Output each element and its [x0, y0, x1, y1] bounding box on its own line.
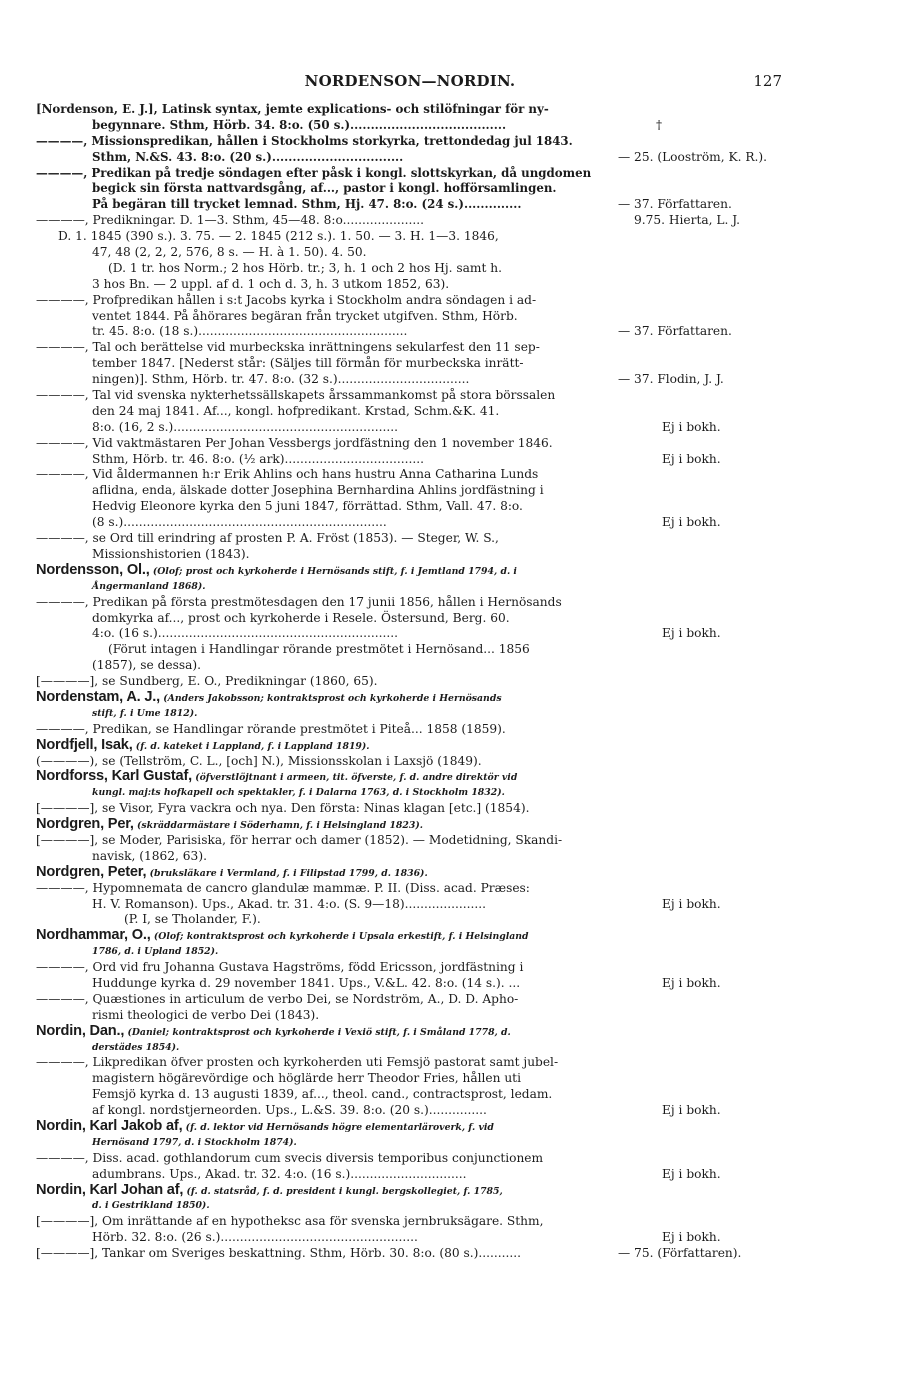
entry-text: 3 hos Bn. — 2 uppl. af d. 1 och d. 3, h. 3 utkom 1852, 63). [92, 276, 450, 291]
entry-heading-line [36, 690, 784, 706]
entry-line [36, 658, 784, 674]
entry-text: Huddunge kyrka d. 29 november 1841. Ups., V.&L. 42. 8:o. (14 s.). ... [92, 975, 521, 990]
entry-text: ————, Predikningar. D. 1—3. Sthm, 45—48. 8:o..................... [36, 213, 424, 228]
entry-line [36, 483, 784, 499]
entry-line [36, 261, 784, 277]
author-name: Nordin, Karl Jakob af, [36, 1118, 183, 1134]
entry-heading-line [36, 769, 784, 785]
entry-line [36, 324, 784, 340]
entry-line [36, 1214, 784, 1230]
entry-text: 4:o. (16 s.).............................................................. [92, 626, 398, 641]
entry-text: ningen)]. Sthm, Hörb. tr. 47. 8:o. (32 s.).................................. [92, 372, 470, 387]
entry-text: Hedvig Eleonore kyrka den 5 juni 1847, förrättad. Sthm, Vall. 47. 8:o. [92, 499, 523, 514]
catalogue-entries [36, 102, 784, 1262]
price-publisher: Ej i bokh. [662, 451, 721, 466]
price-publisher: — 75. (Författaren). [618, 1246, 742, 1261]
price-publisher: Ej i bokh. [662, 1166, 721, 1181]
price-publisher: Ej i bokh. [662, 975, 721, 990]
author-name: Nordenstam, A. J., [36, 688, 160, 705]
page-header [36, 72, 784, 94]
entry-line [36, 881, 784, 897]
entry-text: Missionshistorien (1843). [92, 546, 250, 561]
entry-text: Sthm, N.&S. 43. 8:o. (20 s.)................................ [92, 149, 404, 164]
entry-text: ————, Quæstiones in articulum de verbo Dei, se Nordström, A., D. D. Apho- [36, 991, 519, 1006]
entry-line [36, 404, 784, 420]
entry-text: ————, Profpredikan hållen i s:t Jacobs kyrka i Stockholm andra söndagen i ad- [36, 292, 537, 307]
entry-line [36, 944, 784, 960]
entry-heading-line [36, 1119, 784, 1135]
author-biography: (Olof; prost och kyrkoherde i Hernösands stift, f. i Jemtland 1794, d. i [149, 565, 517, 577]
author-biography: (f. d. statsråd, f. d. president i kungl. bergskollegiet, f. 1785, [183, 1185, 503, 1197]
author-heading [36, 928, 529, 945]
entry-text: ————, Hypomnemata de cancro glandulæ mammæ. P. II. (Diss. acad. Præses: [36, 880, 530, 895]
entry-line [36, 372, 784, 388]
entry-line [36, 420, 784, 436]
entry-text: ————, Vid vaktmästaren Per Johan Vessbergs jordfästning den 1 november 1846. [36, 435, 553, 450]
entry-text: [————], Tankar om Sveriges beskattning. Sthm, Hörb. 30. 8:o. (80 s.)........... [36, 1246, 521, 1261]
entry-line [36, 515, 784, 531]
entry-text: ————, Diss. acad. gothlandorum cum svecis diversis temporibus conjunctionem [36, 1150, 544, 1165]
entry-line [36, 277, 784, 293]
entry-text: H. V. Romanson). Ups., Akad. tr. 31. 4:o. (S. 9—18)..................... [92, 896, 486, 911]
page-number: 127 [753, 72, 782, 90]
price-publisher: — 37. Författaren. [618, 197, 732, 212]
entry-line [36, 1198, 784, 1214]
entry-line [36, 642, 784, 658]
entry-line [36, 309, 784, 325]
author-biography: (Olof; kontraktsprost och kyrkoherde i Upsala erkestift, f. i Helsingland [150, 931, 529, 943]
author-name: Nordgren, Per, [36, 816, 134, 833]
entry-line [36, 229, 784, 245]
entry-text: ————, Ord vid fru Johanna Gustava Hagströms, född Ericsson, jordfästning i [36, 960, 524, 975]
author-name: Nordensson, Ol., [36, 561, 150, 578]
entry-line [36, 706, 784, 722]
entry-line [36, 181, 784, 197]
entry-line [36, 626, 784, 642]
entry-line [36, 166, 784, 182]
author-name: Nordhammar, O., [36, 927, 151, 944]
entry-line [36, 134, 784, 150]
price-publisher: † [656, 117, 663, 132]
author-name: Nordgren, Peter, [36, 863, 147, 880]
entry-text: af kongl. nordstjerneorden. Ups., L.&S. 39. 8:o. (20 s.)............... [92, 1103, 487, 1118]
entry-text: rismi theologici de verbo Dei (1843). [92, 1007, 320, 1022]
entry-line [36, 579, 784, 595]
entry-line [36, 388, 784, 404]
price-publisher: Ej i bokh. [662, 896, 721, 911]
entry-text: Hernösand 1797, d. i Stockholm 1874). [92, 1136, 297, 1148]
entry-text: (Förut intagen i Handlingar rörande prestmötet i Hernösand... 1856 [108, 642, 530, 657]
entry-line [36, 595, 784, 611]
author-name: Nordin, Dan., [36, 1022, 125, 1039]
entry-text: 8:o. (16, 2 s.).......................................................... [92, 419, 398, 434]
author-heading [36, 1183, 503, 1200]
entry-line [36, 293, 784, 309]
entry-line [36, 1246, 784, 1262]
entry-text: (8 s.).................................................................... [92, 515, 387, 530]
entry-line [36, 1135, 784, 1151]
entry-text: (P. I, se Tholander, F.). [124, 912, 261, 927]
entry-text: derstädes 1854). [92, 1041, 180, 1053]
entry-line [36, 1055, 784, 1071]
entry-line [36, 118, 784, 134]
entry-text: ————, Tal och berättelse vid murbeckska inrättningens sekularfest den 11 sep- [36, 340, 540, 355]
entry-line [36, 1230, 784, 1246]
entry-text: magistern högärevördige och höglärde herr Theodor Fries, hållen uti [92, 1071, 521, 1086]
author-heading [36, 769, 517, 786]
entry-line [36, 1103, 784, 1119]
entry-text: [————], se Visor, Fyra vackra och nya. Den första: Ninas klagan [etc.] (1854). [36, 801, 530, 816]
author-biography: (bruksläkare i Vermland, f. i Filipstad 1799, d. 1836). [146, 867, 428, 879]
entry-text: ————, Predikan på tredje söndagen efter påsk i kongl. slottskyrkan, då ungdomen [36, 165, 592, 180]
entry-text: ————, Vid åldermannen h:r Erik Ahlins och hans hustru Anna Catharina Lunds [36, 467, 539, 482]
author-heading [36, 690, 502, 707]
author-name: Nordfjell, Isak, [36, 736, 133, 753]
author-name: Nordforss, Karl Gustaf, [36, 768, 192, 785]
author-heading [36, 563, 517, 580]
entry-line [36, 785, 784, 801]
entry-text: den 24 maj 1841. Af..., kongl. hofpredikant. Krstad, Schm.&K. 41. [92, 403, 500, 418]
author-biography: (öfverstlöjtnant i armeen, tit. öfverste, f. d. andre direktör vid [191, 772, 518, 784]
entry-line [36, 531, 784, 547]
entry-text: 1786, d. i Upland 1852). [92, 946, 219, 958]
entry-text: begynnare. Sthm, Hörb. 34. 8:o. (50 s.)...................................... [92, 117, 507, 132]
entry-line [36, 912, 784, 928]
entry-text: 47, 48 (2, 2, 2, 576, 8 s. — H. à 1. 50). 4. 50. [92, 245, 367, 260]
entry-line [36, 102, 784, 118]
price-publisher: Ej i bokh. [662, 626, 721, 641]
entry-text: Sthm, Hörb. tr. 46. 8:o. (½ ark).................................... [92, 451, 425, 466]
price-publisher: Ej i bokh. [662, 1230, 721, 1245]
entry-text: [Nordenson, E. J.], Latinsk syntax, jemte explications- och stilöfningar för ny- [36, 102, 549, 116]
entry-text: tember 1847. [Nederst står: (Säljes till förmån för murbeckska inrätt- [92, 356, 524, 371]
entry-heading-line [36, 738, 784, 754]
entry-heading-line [36, 865, 784, 881]
running-title: NORDENSON—NORDIN. [304, 72, 516, 90]
entry-line [36, 452, 784, 468]
entry-heading-line [36, 563, 784, 579]
entry-line [36, 1071, 784, 1087]
entry-line [36, 897, 784, 913]
entry-text: navisk, (1862, 63). [92, 848, 207, 863]
entry-line [36, 611, 784, 627]
entry-text: D. 1. 1845 (390 s.). 3. 75. — 2. 1845 (212 s.). 1. 50. — 3. H. 1—3. 1846, [58, 229, 499, 244]
entry-line [36, 213, 784, 229]
author-heading [36, 865, 428, 882]
entry-text: Ångermanland 1868). [92, 580, 206, 592]
author-name: Nordin, Karl Johan af, [36, 1181, 184, 1198]
entry-line [36, 1008, 784, 1024]
entry-text: d. i Gestrikland 1850). [92, 1200, 210, 1212]
entry-line [36, 1040, 784, 1056]
entry-heading-line [36, 1024, 784, 1040]
author-biography: (Daniel; kontraktsprost och kyrkoherde i Vexiö stift, f. i Småland 1778, d. [124, 1026, 511, 1038]
entry-line [36, 1167, 784, 1183]
author-biography: (Anders Jakobsson; kontraktsprost och kyrkoherde i Hernösands [160, 692, 502, 704]
entry-line [36, 1087, 784, 1103]
entry-line [36, 849, 784, 865]
author-heading [36, 1119, 494, 1136]
author-heading [36, 738, 370, 755]
entry-heading-line [36, 928, 784, 944]
entry-text: [————], se Sundberg, E. O., Predikningar (1860, 65). [36, 674, 378, 689]
author-biography: (skräddarmästare i Söderhamn, f. i Helsingland 1823). [133, 820, 423, 832]
author-heading [36, 1024, 511, 1041]
entry-line [36, 801, 784, 817]
entry-text: (1857), se dessa). [92, 658, 202, 673]
entry-line [36, 150, 784, 166]
entry-text: ————, Predikan på första prestmötesdagen den 17 junii 1856, hållen i Hernösands [36, 594, 562, 609]
entry-text: stift, f. i Ume 1812). [92, 707, 198, 719]
author-biography: (f. d. kateket i Lappland, f. i Lappland 1819). [132, 740, 370, 752]
price-publisher: Ej i bokh. [662, 419, 721, 434]
entry-text: ————, se Ord till erindring af prosten P. A. Fröst (1853). — Steger, W. S., [36, 531, 499, 546]
entry-text: (————), se (Tellström, C. L., [och] N.), Missionsskolan i Laxsjö (1849). [36, 753, 482, 768]
entry-line [36, 976, 784, 992]
entry-heading-line [36, 817, 784, 833]
entry-text: ————, Predikan, se Handlingar rörande prestmötet i Piteå... 1858 (1859). [36, 721, 506, 736]
entry-heading-line [36, 1183, 784, 1199]
entry-line [36, 436, 784, 452]
entry-line [36, 722, 784, 738]
entry-line [36, 547, 784, 563]
price-publisher: — 37. Författaren. [618, 324, 732, 339]
entry-line [36, 1151, 784, 1167]
entry-line [36, 992, 784, 1008]
author-heading [36, 817, 423, 834]
entry-text: tr. 45. 8:o. (18 s.)...................................................... [92, 324, 408, 339]
entry-text: Femsjö kyrka d. 13 augusti 1839, af..., theol. cand., contractsprost, ledam. [92, 1087, 553, 1102]
entry-text: [————], se Moder, Parisiska, för herrar och damer (1852). — Modetidning, Skandi- [36, 832, 563, 847]
author-biography: (f. d. lektor vid Hernösands högre elementarläroverk, f. vid [182, 1122, 494, 1133]
entry-text: aflidna, enda, älskade dotter Josephina Bernhardina Ahlins jordfästning i [92, 483, 544, 498]
entry-text: Hörb. 32. 8:o. (26 s.)................................................... [92, 1230, 418, 1245]
entry-line [36, 754, 784, 770]
entry-line [36, 674, 784, 690]
price-publisher: — 37. Flodin, J. J. [618, 372, 724, 387]
price-publisher: 9.75. Hierta, L. J. [634, 213, 741, 228]
price-publisher: — 25. (Looström, K. R.). [618, 149, 767, 164]
entry-text: (D. 1 tr. hos Norm.; 2 hos Hörb. tr.; 3, h. 1 och 2 hos Hj. samt h. [108, 260, 502, 275]
entry-line [36, 960, 784, 976]
entry-line [36, 499, 784, 515]
price-publisher: Ej i bokh. [662, 1103, 721, 1118]
entry-text: [————], Om inrättande af en hypotheksc asa för svenska jernbruksägare. Sthm, [36, 1214, 544, 1229]
entry-text: domkyrka af..., prost och kyrkoherde i Resele. Östersund, Berg. 60. [92, 610, 510, 625]
entry-text: ————, Likpredikan öfver prosten och kyrkoherden uti Femsjö pastorat samt jubel- [36, 1055, 559, 1070]
entry-line [36, 340, 784, 356]
entry-line [36, 245, 784, 261]
entry-text: ————, Tal vid svenska nykterhetssällskapets årssammankomst på stora börssalen [36, 388, 556, 403]
entry-text: adumbrans. Ups., Akad. tr. 32. 4:o. (16 s.).............................. [92, 1166, 467, 1181]
entry-text: ventet 1844. På åhörares begäran från trycket utgifven. Sthm, Hörb. [92, 308, 518, 323]
entry-text: kungl. maj:ts hofkapell och spektakler, f. i Dalarna 1763, d. i Stockholm 1832). [92, 787, 505, 799]
entry-line [36, 467, 784, 483]
price-publisher: Ej i bokh. [662, 515, 721, 530]
entry-line [36, 356, 784, 372]
entry-text: begick sin första nattvardsgång, af..., pastor i kongl. hofförsamlingen. [92, 181, 557, 196]
entry-line [36, 833, 784, 849]
entry-text: På begäran till trycket lemnad. Sthm, Hj. 47. 8:o. (24 s.).............. [92, 197, 522, 212]
entry-text: ————, Missionspredikan, hållen i Stockholms storkyrka, trettondedag jul 1843. [36, 133, 573, 148]
entry-line [36, 197, 784, 213]
